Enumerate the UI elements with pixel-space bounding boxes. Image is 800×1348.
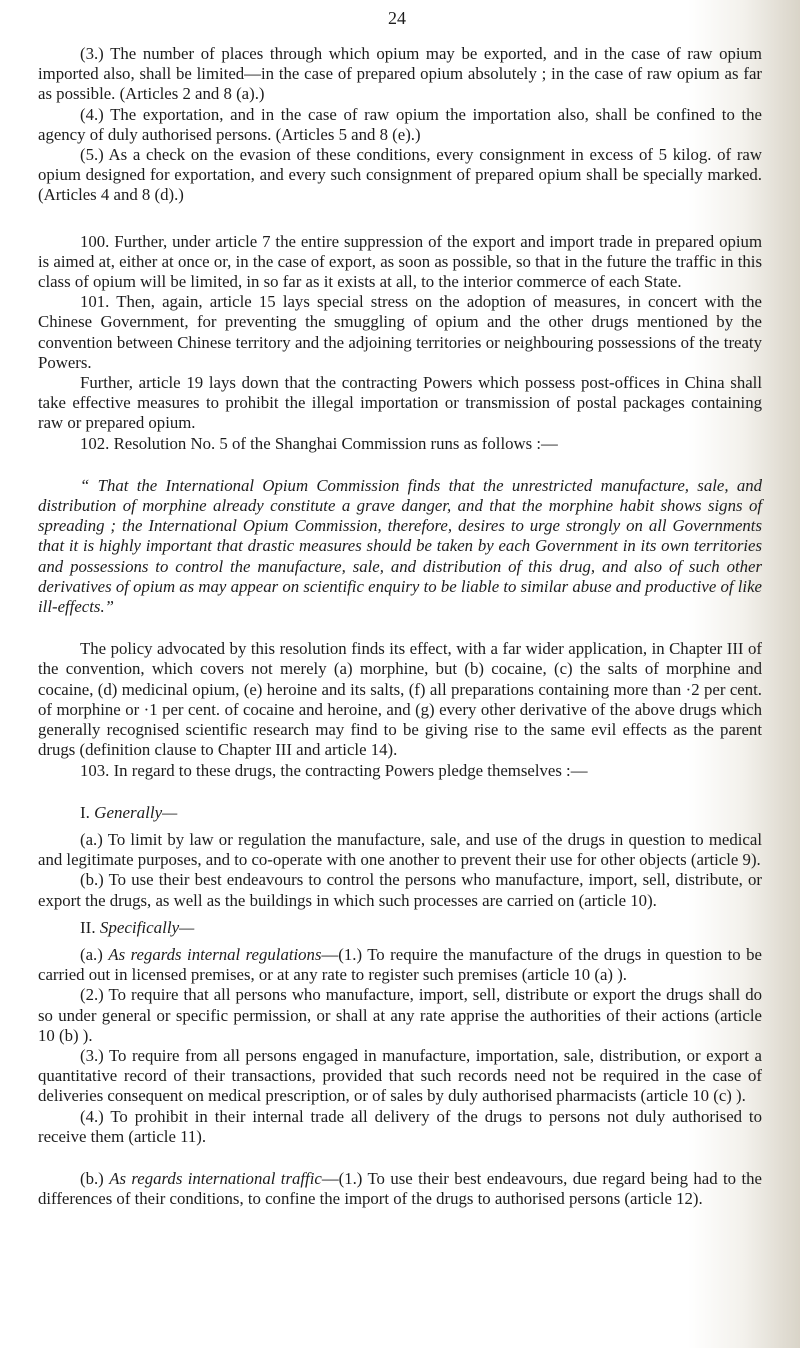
section-title: Generally— xyxy=(94,802,178,822)
paragraph-point-4: (4.) The exportation, and in the case of raw opium the importation also, shall be confined to the agency of duly authorised persons. (Articles 5 and 8 (e).) xyxy=(38,104,762,144)
section-number: II. xyxy=(80,917,96,937)
item-heading: As regards international traffic xyxy=(109,1168,322,1188)
item-heading: As regards internal regulations xyxy=(108,944,322,964)
paragraph-article-19: Further, article 19 lays down that the contracting Powers which possess post-offices in China shall take effective measures to prohibit the illegal importation or transmission of postal packages containing raw or prepared opium. xyxy=(38,373,762,433)
paragraph-generally-b: (b.) To use their best endeavours to control the persons who manufacture, import, sell, distribute, or export the drugs, as well as the buildings in which such processes are carried on (article 10). xyxy=(38,870,762,910)
item-text: —(1.) To use their best endeavours, due regard being had to the differences of their conditions, to confine the import of the drugs to authorised persons (article 12). xyxy=(38,1168,762,1209)
section-heading-specifically xyxy=(38,918,762,938)
paragraph-generally-a: (a.) To limit by law or regulation the manufacture, sale, and use of the drugs in question to medical and legitimate purposes, and to co-operate with one another to prevent their use for other objects (article 9). xyxy=(38,829,762,870)
resolution-quote: “ That the International Opium Commission finds that the unrestricted manufacture, sale, and distribution of morphine already constitute a grave danger, and that the morphine habit shows signs of spreading ; the International Opium Commission, therefore, desires to urge strongly on all Governments that it is highly important that drastic measures should be taken by each Government in its own territories and possessions to control the manufacture, sale, and distribution of this drug, and also of such other derivatives of opium as may appear on scientific enquiry to be liable to similar abuse and productive of like ill-effects.” xyxy=(38,475,762,617)
paragraph-internal-4: (4.) To prohibit in their internal trade all delivery of the drugs to persons not duly authorised to receive them (article 11). xyxy=(38,1106,762,1146)
paragraph-103: 103. In regard to these drugs, the contracting Powers pledge themselves :— xyxy=(80,760,588,780)
item-text: —(1.) To require the manufacture of the drugs in question to be carried out in licensed premises, or at any rate to register such premises (article 10 (a) ). xyxy=(38,944,762,985)
paragraph-point-3: (3.) The number of places through which opium may be exported, and in the case of raw opium imported also, shall be limited—in the case of prepared opium absolutely ; in the case of raw opium as far as possible. (Articles 2 and 8 (a).) xyxy=(38,44,762,104)
item-label: (a.) xyxy=(80,944,103,964)
paragraph-international-1 xyxy=(38,1169,762,1209)
paragraph-101: 101. Then, again, article 15 lays special stress on the adoption of measures, in concert with the Chinese Government, for preventing the smuggling of opium and the other drugs mentioned by the convention between Chinese territory and the adjoining territories or neighbouring possessions of the treaty Powers. xyxy=(38,292,762,372)
paragraph-internal-2: (2.) To require that all persons who manufacture, import, sell, distribute or export the drugs shall do so under general or specific permission, or shall at any rate apprise the authorities of their actions (article 10 (b) ). xyxy=(38,985,762,1045)
paragraph-102: 102. Resolution No. 5 of the Shanghai Commission runs as follows :— xyxy=(80,433,558,453)
paragraph-internal-3: (3.) To require from all persons engaged in manufacture, importation, sale, distribution, or export a quantitative record of their transactions, provided that such records need not be required in the case of deliveries consequent on medical prescription, or of sales by duly authorised pharmacists (article 10 (c) ). xyxy=(38,1045,762,1106)
section-title: Specifically— xyxy=(99,917,195,937)
item-label: (b.) xyxy=(80,1168,104,1188)
page-number: 24 xyxy=(388,8,406,28)
paragraph-policy: The policy advocated by this resolution finds its effect, with a far wider application, in Chapter III of the convention, which covers not merely (a) morphine, but (b) cocaine, (c) the salts of morphine and cocaine, (d) medicinal opium, (e) heroine and its salts, (f) all preparations containing more than ·2 per cent. of morphine or ·1 per cent. of cocaine and heroine, and (g) every other derivative of the above drugs which generally recognised scientific research may find to be giving rise to the same evil effects as the parent drugs (definition clause to Chapter III and article 14). xyxy=(38,639,762,760)
section-heading-generally xyxy=(38,803,762,823)
paragraph-point-5: (5.) As a check on the evasion of these conditions, every consignment in excess of 5 kilog. of raw opium designed for exportation, and every such consignment of prepared opium shall be specially marked. (Articles 4 and 8 (d).) xyxy=(38,145,762,205)
paragraph-internal-1 xyxy=(38,945,762,985)
section-number: I. xyxy=(80,802,90,822)
paragraph-100: 100. Further, under article 7 the entire suppression of the export and import trade in prepared opium is aimed at, either at once or, in the case of export, as soon as possible, so that in the future the traffic in this class of opium will be limited, in so far as it exists at all, to the interior commerce of each State. xyxy=(38,231,762,292)
